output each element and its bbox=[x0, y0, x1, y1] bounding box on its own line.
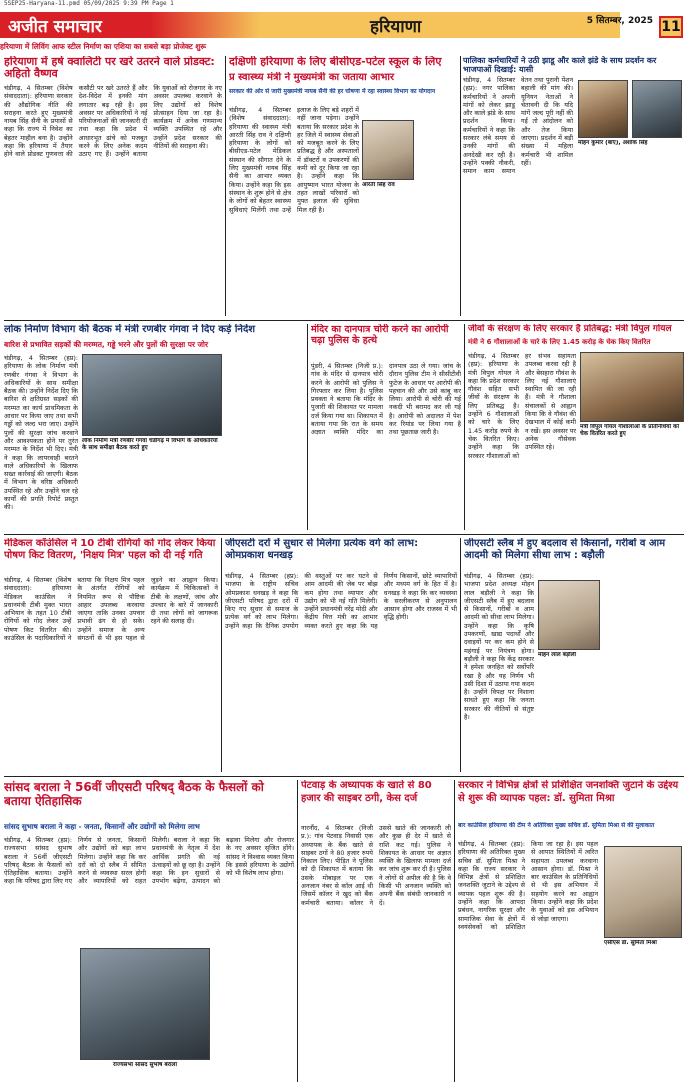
article-3-headline: पालिका कर्मचारियों ने उठी झाडू और काले झंडे के साथ प्रदर्शन कर भाजपाओं दिखाई: यासी bbox=[463, 56, 657, 74]
column-divider bbox=[454, 780, 455, 1082]
article-9-photo bbox=[538, 580, 600, 650]
article-9-photo-caption: मोहन लाल बड़ौली bbox=[538, 652, 577, 658]
section-block bbox=[260, 12, 620, 38]
article-1-headline: हरियाणा में हर्ष क्वालिटी पर खरे उतरने वाले प्रोडक्ट: अहितो वैष्णव bbox=[4, 56, 215, 81]
article-10-photo bbox=[80, 948, 210, 1060]
article-10-body: चंडीगढ़, 4 सितम्बर (हप्र): राज्यसभा सांसद सुभाष बराला ने 56वीं जीएसटी परिषद् बैठक के फैसलों को ऐतिहासिक बताया। उन्होंने कहा कि परिषद द्वारा लिए गए निर्णय से जनता, किसानों और उद्योगों को बड़ा लाभ मिलेगा। उन्होंने कहा कि कर दरों को दो स्लैब में सीमित करने से व्यवस्था सरल होगी और व्यापारियों को राहत मिलेगी। बराला ने कहा कि प्रधानमंत्री के नेतृत्व में देश आर्थिक प्रगति की नई ऊंचाइयों को छू रहा है। उन्होंने कहा कि इन सुधारों से उपभोग बढ़ेगा, उत्पादन को बढ़ावा मिलेगा और रोजगार के नए अवसर सृजित होंगे। सांसद ने विश्वास व्यक्त किया कि इससे हरियाणा के उद्योगों को भी विशेष लाभ होगा। bbox=[4, 836, 294, 886]
article-12-body-continued bbox=[604, 952, 684, 1082]
article-7-headline: मेडिकल कॉउंसिल ने 10 टीबी रोगियों को गोद लेकर किया पोषण किट वितरण, 'निक्षय मित्र' पहल को दी नई गति bbox=[4, 538, 216, 561]
article-6-headline: जीवों के संरक्षण के लिए सरकार है प्रतिबद्ध: मंत्री विपुल गोयल bbox=[468, 324, 672, 334]
column-divider bbox=[297, 780, 298, 1082]
masthead-strip bbox=[150, 12, 260, 38]
article-8-headline: जीएसटी दरों में सुधार से मिलेगा प्रत्येक वर्ग को लाभ: ओमप्रकाश धनखड़ bbox=[225, 538, 419, 561]
page-header bbox=[0, 12, 687, 40]
article-6-body: चंडीगढ़, 4 सितम्बर (हप्र): हरियाणा के मंत्री विपुल गोयल ने कहा कि प्रदेश सरकार गौवंश सहित सभी जीवों के संरक्षण के लिए प्रतिबद्ध है। उन्होंने 6 गौशालाओं को चारे के लिए 1.45 करोड़ रुपये के चेक वितरित किए। उन्होंने कहा कि सरकार गौशालाओं को हर संभव सहायता उपलब्ध करवा रही है और बेसहारा गौवंश के लिए नई गौशालाएं स्थापित की जा रही हैं। मंत्री ने गौशाला संचालकों से आह्वान किया कि वे गौवंश की देखभाल में कोई कमी न रखें। इस अवसर पर अनेक गौसेवक उपस्थित रहे। bbox=[468, 352, 576, 460]
article-10-headline: सांसद बराला ने 56वीं जीएसटी परिषद् बैठक के फैसलों को बताया ऐतिहासिक bbox=[4, 780, 264, 808]
article-12-body: चंडीगढ़, 4 सितम्बर (हप्र): हरियाणा की अतिरिक्त मुख्य सचिव डॉ. सुमिता मिश्रा ने कहा कि राज्य सरकार ने विभिन्न क्षेत्रों से प्रशिक्षित जनशक्ति जुटाने के उद्देश्य से व्यापक पहल शुरू की है। उन्होंने कहा कि आपदा प्रबंधन, नागरिक सुरक्षा और सामाजिक सेवा के क्षेत्रों में स्वयंसेवकों को प्रशिक्षित किया जा रहा है। इस पहल से आपात स्थितियों में त्वरित सहायता उपलब्ध करवाना आसान होगा। डॉ. मिश्रा ने बार काउंसिल के प्रतिनिधियों से भी इस अभियान में सहयोग करने का आह्वान किया। उन्होंने कहा कि प्रदेश के युवाओं को इस अभियान से जोड़ा जाएगा। bbox=[458, 840, 598, 931]
article-12-photo-caption: एसीएस डॉ. सुमिता मिश्रा bbox=[604, 940, 657, 946]
article-10-photo-caption: राज्यसभा सांसद सुभाष बराला bbox=[113, 1062, 177, 1068]
column-divider bbox=[464, 324, 465, 530]
article-2-kicker: सरकार की ओर से जारी मुख्यमंत्री नायब सैनी की हर घोषणा में रहा स्वास्थ्य विभाग का योगदान bbox=[229, 88, 436, 95]
article-7-body: चंडीगढ़, 4 सितम्बर (विशेष संवाददाता): हरियाणा मेडिकल काउंसिल ने प्रधानमंत्री टीबी मुक्त भारत अभियान के तहत 10 टीबी रोगियों को गोद लेकर उन्हें पोषण किट वितरित की। काउंसिल के पदाधिकारियों ने बताया कि निक्षय मित्र पहल के अंतर्गत रोगियों को नियमित रूप से पौष्टिक आहार उपलब्ध करवाया जाएगा ताकि उनका उपचार प्रभावी ढंग से हो सके। उन्होंने समाज के अन्य संगठनों से भी इस पहल से जुड़ने का आह्वान किया। कार्यक्रम में चिकित्सकों ने टीबी के लक्षणों, जांच और उपचार के बारे में जानकारी दी तथा लोगों को जागरूक रहने की सलाह दी। bbox=[4, 576, 218, 643]
article-6-subhead: मंत्री ने 6 गौशालाओं के चारे के लिए 1.45 करोड़ के चेक किए वितरित bbox=[468, 338, 651, 346]
article-9-headline: जीएसटी स्लैब में हुए बदलाव से किसानों, गरीबों व आम आदमी को मिलेगा सीधा लाभ : बड़ौली bbox=[464, 538, 666, 561]
article-3-photo-caption: मोहन कुमार (बाएं), अशोक सिंह bbox=[578, 140, 648, 146]
article-2-body: चंडीगढ़, 4 सितम्बर (विशेष संवाददाता): हरियाणा की स्वास्थ्य मंत्री आरती सिंह राव ने दक्षिणी हरियाणा के लोगों को बीसीएड-पटेल मेडिकल संस्थान की सौगात देने के लिए मुख्यमंत्री नायब सिंह सैनी का आभार व्यक्त किया। उन्होंने कहा कि इस संस्थान के शुरू होने से क्षेत्र के लोगों को बेहतर स्वास्थ्य सुविधाएं मिलेंगी तथा उन्हें इलाज के लिए बड़े शहरों में नहीं जाना पड़ेगा। उन्होंने बताया कि सरकार प्रदेश के हर जिले में स्वास्थ्य सेवाओं को मजबूत करने के लिए प्रतिबद्ध है और अस्पतालों में डॉक्टरों व उपकरणों की कमी को दूर किया जा रहा है। उन्होंने कहा कि आयुष्मान भारत योजना के तहत लाखों परिवारों को मुफ्त इलाज की सुविधा मिल रही है। bbox=[229, 106, 359, 214]
article-3-photo-left bbox=[578, 80, 628, 138]
column-divider bbox=[307, 324, 308, 530]
article-8-body: चंडीगढ़, 4 सितम्बर (हप्र): भाजपा के राष्ट्रीय सचिव ओमप्रकाश धनखड़ ने कहा कि जीएसटी परिषद द्वारा दरों में किए गए सुधार से समाज के प्रत्येक वर्ग को लाभ मिलेगा। उन्होंने कहा कि दैनिक उपयोग की वस्तुओं पर कर घटने से आम आदमी की जेब पर बोझ कम होगा तथा व्यापार और उद्योग को भी नई गति मिलेगी। उन्होंने प्रधानमंत्री नरेंद्र मोदी और केंद्रीय वित्त मंत्री का आभार व्यक्त करते हुए कहा कि यह निर्णय किसानों, छोटे व्यापारियों और मध्यम वर्ग के हित में है। धनखड़ ने कहा कि कर व्यवस्था के सरलीकरण से अनुपालन आसान होगा और राजस्व में भी वृद्धि होगी। bbox=[225, 572, 457, 630]
article-11-body: नारनौंद, 4 सितम्बर (निजी प्र.): गांव पेटवाड़ निवासी एक अध्यापक के बैंक खाते से साइबर ठगों ने 80 हजार रुपये निकाल लिए। पीड़ित ने पुलिस को दी शिकायत में बताया कि उसके मोबाइल पर एक अनजान नंबर से कॉल आई थी जिसमें कॉलर ने खुद को बैंक कर्मचारी बताया। कॉलर ने उससे खाते की जानकारी ली और कुछ ही देर में खाते से राशि कट गई। पुलिस ने शिकायत के आधार पर अज्ञात व्यक्ति के खिलाफ मामला दर्ज कर जांच शुरू कर दी है। पुलिस ने लोगों से अपील की है कि वे किसी भी अनजान व्यक्ति को अपनी बैंक संबंधी जानकारी न दें। bbox=[301, 824, 451, 907]
article-12-kicker: बार काउंसिल हरियाणा की टीम ने अतिरिक्त मुख्य सचिव डॉ. सुमिता मिश्रा से की मुलाकात bbox=[458, 822, 655, 829]
article-4-body: चंडीगढ़, 4 सितम्बर (हप्र): हरियाणा के लोक निर्माण मंत्री रणबीर गंगवा ने विभाग के अधिकारियों के साथ समीक्षा बैठक की। उन्होंने निर्देश दिए कि बारिश से क्षतिग्रस्त सड़कों की मरम्मत का कार्य प्राथमिकता के आधार पर किया जाए तथा सभी गड्ढों को जल्द भरा जाए। उन्होंने पुलों की सुरक्षा जांच करवाने और आवश्यकता होने पर तुरंत मरम्मत के निर्देश भी दिए। मंत्री ने कहा कि लापरवाही बरतने वाले अधिकारियों के खिलाफ सख्त कार्रवाई की जाएगी। बैठक में विभाग के वरिष्ठ अधिकारी उपस्थित रहे और उन्होंने चल रहे कार्यों की प्रगति रिपोर्ट प्रस्तुत की। bbox=[4, 354, 78, 512]
article-6-photo-caption: मंत्री विपुल गोयल गौशालाओं के प्रतिनिधियों को चेक वितरित करते हुए bbox=[580, 424, 680, 437]
article-12-headline: सरकार ने विभिन्न क्षेत्रों से प्रशिक्षित जनशक्ति जुटाने के उद्देश्य से शुरू की व्यापक पहल: डॉ. सुमिता मिश्रा bbox=[458, 780, 679, 804]
article-10-body-continued bbox=[4, 948, 76, 1082]
edition-date: 5 सितम्बर, 2025 bbox=[586, 16, 653, 26]
section-divider bbox=[4, 320, 684, 321]
section-title: हरियाणा bbox=[370, 17, 422, 37]
article-9-body-continued bbox=[610, 572, 684, 772]
article-11-headline: पेटवाड़ के अध्यापक के खाते से 80 हजार की साइबर ठगी, केस दर्ज bbox=[301, 780, 432, 804]
article-3-body: चंडीगढ़, 4 सितम्बर (हप्र): नगर पालिका कर्मचारियों ने अपनी मांगों को लेकर झाडू और काले झंडे के साथ प्रदर्शन किया। कर्मचारियों ने कहा कि सरकार लंबे समय से उनकी मांगों की अनदेखी कर रही है। उन्होंने पक्की नौकरी, समान काम समान वेतन तथा पुरानी पेंशन बहाली की मांग की। यूनियन नेताओं ने चेतावनी दी कि यदि मांगें जल्द पूरी नहीं की गईं तो आंदोलन को और तेज किया जाएगा। प्रदर्शन में बड़ी संख्या में महिला कर्मचारी भी शामिल रहीं। bbox=[463, 76, 573, 176]
article-2-photo-caption: आरती सिंह राव bbox=[362, 182, 395, 188]
article-2-headline: दक्षिणी हरियाणा के लिए बीसीएड-पटेल स्कूल के लिए bbox=[229, 56, 442, 68]
article-6-photo bbox=[580, 352, 684, 422]
article-2-photo bbox=[362, 120, 414, 180]
article-3-photo-right bbox=[632, 80, 682, 138]
article-4-photo-caption: लोक निर्माण मंत्री रणबीर गंगवा चंडीगढ़ में विभाग के अधिकारियों के साथ समीक्षा बैठक करते हुए bbox=[82, 438, 218, 451]
article-4-photo bbox=[82, 354, 222, 436]
newspaper-title: अजीत समाचार bbox=[8, 17, 102, 37]
article-9-body: चंडीगढ़, 4 सितम्बर (हप्र): भाजपा प्रदेश अध्यक्ष मोहन लाल बड़ौली ने कहा कि जीएसटी स्लैब में हुए बदलाव से किसानों, गरीबों व आम आदमी को सीधा लाभ मिलेगा। उन्होंने कहा कि कृषि उपकरणों, खाद्य पदार्थों और दवाइयों पर कर कम होने से महंगाई पर नियंत्रण होगा। बड़ौली ने कहा कि केंद्र सरकार ने हमेशा जनहित को सर्वोपरि रखा है और यह निर्णय भी उसी दिशा में उठाया गया कदम है। उन्होंने विपक्ष पर निशाना साधते हुए कहा कि जनता सरकार की नीतियों से संतुष्ट है। bbox=[464, 572, 534, 722]
article-10-subhead: सांसद सुभाष बराला ने कहा - जनता, किसानों और उद्योगों को मिलेगा लाभ bbox=[4, 822, 200, 831]
column-divider bbox=[221, 538, 222, 772]
section-divider bbox=[4, 776, 684, 777]
article-2-subhead: प्र स्वास्थ्य मंत्री ने मुख्यमंत्री का जताया आभार bbox=[229, 72, 395, 83]
article-4-headline: लोक निर्माण विभाग की बैठक में मंत्री रणबीर गंगवा ने दिए कड़े निर्देश bbox=[4, 324, 256, 335]
file-info-bar: 5SEP25-Haryana-11.pmd 05/09/2025 9:39 PM Page 1 bbox=[4, 0, 174, 7]
column-divider bbox=[460, 56, 461, 316]
column-divider bbox=[225, 56, 226, 316]
section-divider bbox=[4, 534, 684, 535]
masthead-block bbox=[0, 12, 150, 38]
page-number: 11 bbox=[659, 16, 683, 38]
article-10-body-continued-2 bbox=[214, 948, 294, 1082]
article-4-subhead: बारिश से प्रभावित सड़कों की मरम्मत, गड्ढे भरने और पुलों की सुरक्षा पर जोर bbox=[4, 340, 208, 349]
article-4-body-continued bbox=[226, 354, 304, 530]
article-12-photo bbox=[604, 846, 682, 938]
article-5-body: पुंडरी, 4 सितम्बर (निजी प्र.): गांव के मंदिर से दानपात्र चोरी करने के आरोपी को पुलिस ने गिरफ्तार कर लिया है। पुलिस प्रवक्ता ने बताया कि मंदिर के पुजारी की शिकायत पर मामला दर्ज किया गया था। शिकायत में बताया गया कि रात के समय अज्ञात व्यक्ति मंदिर का दानपात्र उठा ले गया। जांच के दौरान पुलिस टीम ने सीसीटीवी फुटेज के आधार पर आरोपी की पहचान की और उसे काबू कर लिया। आरोपी से चोरी की गई नकदी भी बरामद कर ली गई है। आरोपी को अदालत में पेश कर रिमांड पर लिया गया है तथा पूछताछ जारी है। bbox=[311, 362, 461, 437]
article-5-headline: मंदिर का दानपात्र चोरी करने का आरोपी चढ़ा पुलिस के हत्थे bbox=[311, 324, 449, 346]
article-2-body-continued bbox=[416, 106, 457, 316]
article-1-body: चंडीगढ़, 4 सितम्बर (विशेष संवाददाता): हरियाणा सरकार की औद्योगिक नीति की सराहना करते हुए मुख्यमंत्री नायब सिंह सैनी के प्रयासों से कहा कि राज्य में निवेश का बेहतर माहौल बना है। उन्होंने कहा कि हरियाणा में तैयार होने वाले प्रोडक्ट गुणवत्ता की कसौटी पर खरे उतरते हैं और देश-विदेश में इनकी मांग लगातार बढ़ रही है। इस अवसर पर अधिकारियों ने नई परियोजनाओं की जानकारी दी तथा कहा कि प्रदेश में आधारभूत ढांचे को मजबूत करने के लिए अनेक कदम उठाए गए हैं। उन्होंने बताया कि युवाओं को रोजगार के नए अवसर उपलब्ध करवाने के लिए उद्योगों को विशेष प्रोत्साहन दिया जा रहा है। कार्यक्रम में अनेक गणमान्य व्यक्ति उपस्थित रहे और उन्होंने प्रदेश सरकार की नीतियों की सराहना की। bbox=[4, 84, 222, 159]
column-divider bbox=[460, 538, 461, 772]
top-ribbon-headline: हरियाणा में लिविंग आफ स्टील निर्माण का एशिया का सबसे बड़ा प्रोजेक्ट शुरू bbox=[0, 42, 207, 51]
